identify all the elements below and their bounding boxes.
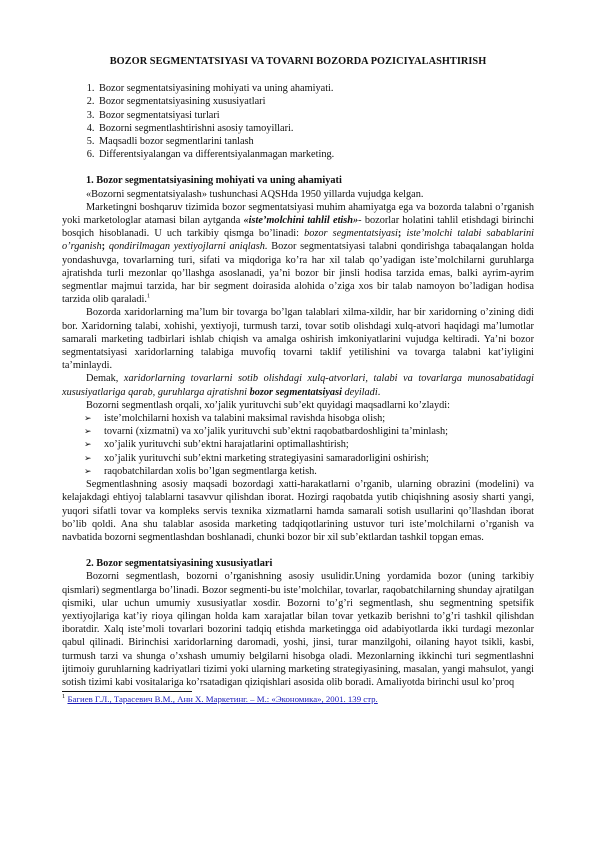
paragraph bbox=[62, 201, 534, 307]
footnote-divider bbox=[62, 691, 192, 692]
list-item bbox=[62, 425, 534, 438]
list-item-text: tovarni (xizmatni) va xo’jalik yurituvchi sub’ektni raqobatbardoshligini ta’minlash; bbox=[104, 426, 449, 438]
text-run: Marketingni boshqaruv tizimida bozor segmentatsiyasi muhim ahamiyatga ega va bozorda talabni o’rganish yoki marketologlar atamasi bilan aytganda bbox=[62, 201, 534, 227]
toc-item: 6. Differentsiyalangan va differentsiyalanmagan marketing. bbox=[97, 148, 534, 161]
list-item bbox=[62, 452, 534, 465]
emphasis-text: xaridorlarning tovarlarni sotib olishdagi xulq-atvorlari, talabi va tovarlarga munosabatidagi xususiyatlariga qarab, guruhlarga ajratishni bbox=[62, 373, 534, 398]
arrow-bullet-icon: ➢ bbox=[84, 452, 92, 463]
text-run: ; bbox=[397, 228, 407, 240]
toc-item: 3. Bozor segmentatsiyasi turlari bbox=[97, 109, 534, 122]
list-item-text: xo’jalik yurituvchi sub’ektni marketing strategiyasini samaradorligini oshirish; bbox=[104, 452, 429, 464]
emphasis-text: bozor segmentatsiyasi bbox=[304, 228, 398, 240]
arrow-bullet-icon: ➢ bbox=[84, 413, 92, 424]
paragraph bbox=[62, 372, 534, 398]
text-run: Demak, bbox=[86, 373, 124, 385]
paragraph: Bozorda xaridorlarning ma’lum bir tovarga bo’lgan talablari xilma-xildir, har bir xaridorning o’zining didi bor. Xaridorning talabi, xohishi, yextiyoji, turmush tarzi, tovar sotib olishdagi xulq-atvori haqidagi ma’lumotlar samarali marketing tadbirlari ishlab chiqish va amalga oshirish imkoniyatlarini vujudga keltiradi. Ya’ni bozor segmentatsiyasi xaridorlarning talabiga muvofiq tovarni taklif yetilishini va tovarga talabni kat’iyligini ta’minlaydi. bbox=[62, 307, 534, 372]
emphasis-text: qondirilmagan yextiyojlarni aniqlash. bbox=[108, 241, 268, 253]
table-of-contents bbox=[62, 82, 534, 161]
text-run: ; bbox=[101, 241, 109, 253]
text-run: - bozorlar holatini tahlil etishdagi birinchi bosqich hisoblanadi. U uch tarkibiy qismga bo’linadi: bbox=[62, 215, 534, 240]
arrow-bullet-icon: ➢ bbox=[84, 439, 92, 450]
emphasis-text: iste’molchi talabi sabablarini o’rganish bbox=[62, 228, 534, 253]
footnote-reference[interactable]: 1 bbox=[146, 292, 151, 300]
section-1-heading: 1. Bozor segmentatsiyasining mohiyati va uning ahamiyati bbox=[86, 175, 342, 187]
footnote-mark: 1 bbox=[62, 693, 66, 701]
text-run: . bbox=[377, 386, 381, 398]
paragraph: Bozorni segmentlash, bozorni o’rganishning asosiy usulidir.Uning yordamida bozor (uning tarkibiy qismlari) segmentlarga bo’linadi. Bozor segmenti-bu iste’molchilar, tovarlar, raqobatchilarning shunday ajratilgan qismiki, ular uchun umumiy xususiyatlar xosdir. Bozorni to’g’ri segmentlash, shu segmentning spetsifik yextiyojlariga kat’iy rioya qilingan holda kam xarajatlar bilan tovar yetkazib berishni to’g’ri tashkil qilishdan iboratdir. Xalq iste’moli tovarlari bozorini tadqiq etishda marketingga oid adabiyotlarda ikki turdagi mezonlar qabul qilinadi. Birinchisi xaridorlarning daromadi, yoshi, jinsi, turar manzilgohi, oilaning hayot tsikli, kasbi, turmush tarzi va shunga o’xshash umumiy belgilarni hisobga oladi. Mezonlarning ikkinchi turi segmentlashni ijtimoiy guruhlarning kadriyatlari tizimi yoki ularning marketing strategiyasining, masalan, yangi mahsulot, yangi sotish tizimi kabi vositalariga ko’rsatadigan qiziqishlari asosida olib boradi. Amaliyotda birinchi usul ko’proq bbox=[62, 571, 534, 688]
paragraph: Bozorni segmentlash orqali, xo’jalik yurituvchi sub’ekt quyidagi maqsadlarni ko’zlaydi: bbox=[86, 399, 451, 411]
list-item-text: xo’jalik yurituvchi sub’ektni harajatlarini optimallashtirish; bbox=[104, 439, 349, 451]
emphasis-text: «iste’molchini tahlil etish» bbox=[243, 215, 359, 227]
list-item bbox=[62, 465, 534, 478]
paragraph: Segmentlashning asosiy maqsadi bozordagi xatti-harakatlarni o’rganib, ularning obrazini (modelini) va kelajakdagi ehtiyoj talablarni tasavvur qilishdan iborat. Hozirgi raqobatda yutib chiqishning asosiy sharti yangi, yuqori sifatli tovar va kompleks servis texnika xizmatlarni hamda samarali sotish usullarini qo’llashdan iborat bo’lib qoldi. Ana shu talablar asosida marketing tadqiqotlarining ustuvor turi iste’molchilarni o’rganish va navbatida bozorni segmentlashdan boshlanadi, chunki bozor bir xil sub’ektlardan tashkil topgan emas. bbox=[62, 479, 534, 543]
emphasis-text: deyiladi bbox=[341, 386, 378, 398]
footnote-link[interactable]: Багиев Г.Л., Тарасевич В.М., Анн Х. Маркетинг. – М.: «Экономика», 2001. 139 стр. bbox=[67, 694, 378, 705]
list-item bbox=[62, 412, 534, 425]
arrow-bullet-icon: ➢ bbox=[84, 426, 92, 437]
list-item-text: raqobatchilardan xolis bo’lgan segmentlarga ketish. bbox=[104, 465, 317, 477]
list-item bbox=[62, 438, 534, 451]
spacer bbox=[62, 544, 534, 557]
bullet-list bbox=[62, 412, 534, 478]
toc-item: 1. Bozor segmentatsiyasining mohiyati va uning ahamiyati. bbox=[97, 82, 534, 95]
document-title: BOZOR SEGMENTATSIYASI VA TOVARNI BOZORDA POZICIYALASHTIRISH bbox=[109, 56, 487, 67]
footnote bbox=[62, 694, 534, 705]
arrow-bullet-icon: ➢ bbox=[84, 465, 92, 476]
section-2-heading: 2. Bozor segmentatsiyasining xususiyatlari bbox=[86, 558, 273, 570]
toc-item: 2. Bozor segmentatsiyasining xususiyatlari bbox=[97, 95, 534, 108]
toc-item: 4. Bozorni segmentlashtirishni asosiy tamoyillari. bbox=[97, 122, 534, 135]
list-item-text: iste’molchilarni hoxish va talabini maksimal ravishda hisobga olish; bbox=[104, 413, 386, 425]
toc-item: 5. Maqsadli bozor segmentlarini tanlash bbox=[97, 135, 534, 148]
paragraph: «Bozorni segmentatsiyalash» tushunchasi AQSHda 1950 yillarda vujudga kelgan. bbox=[86, 188, 424, 200]
key-term: bozor segmentatsiyasi bbox=[249, 386, 342, 398]
text-run: Bozor segmentatsiyasi talabni qondirishga tabaqalangan holda yondashuvga, tovarlarning turi, sifati va miqdoriga ko’ra har xil talab qo’yadigan iste’molchilarni guruhlarga ajratishda turli mezonlar qo’llashga asoslanadi, ya’ni bozor bir jinsli hodisa tarzida emas, balki ayrim-ayrim segmentlar majmui tarzida, har bir segment doirasida alohida o’ziga xos bir talab namoyon bo’ladigan hodisa tarzida olib qaraladi. bbox=[62, 241, 534, 306]
document-page bbox=[62, 55, 534, 705]
